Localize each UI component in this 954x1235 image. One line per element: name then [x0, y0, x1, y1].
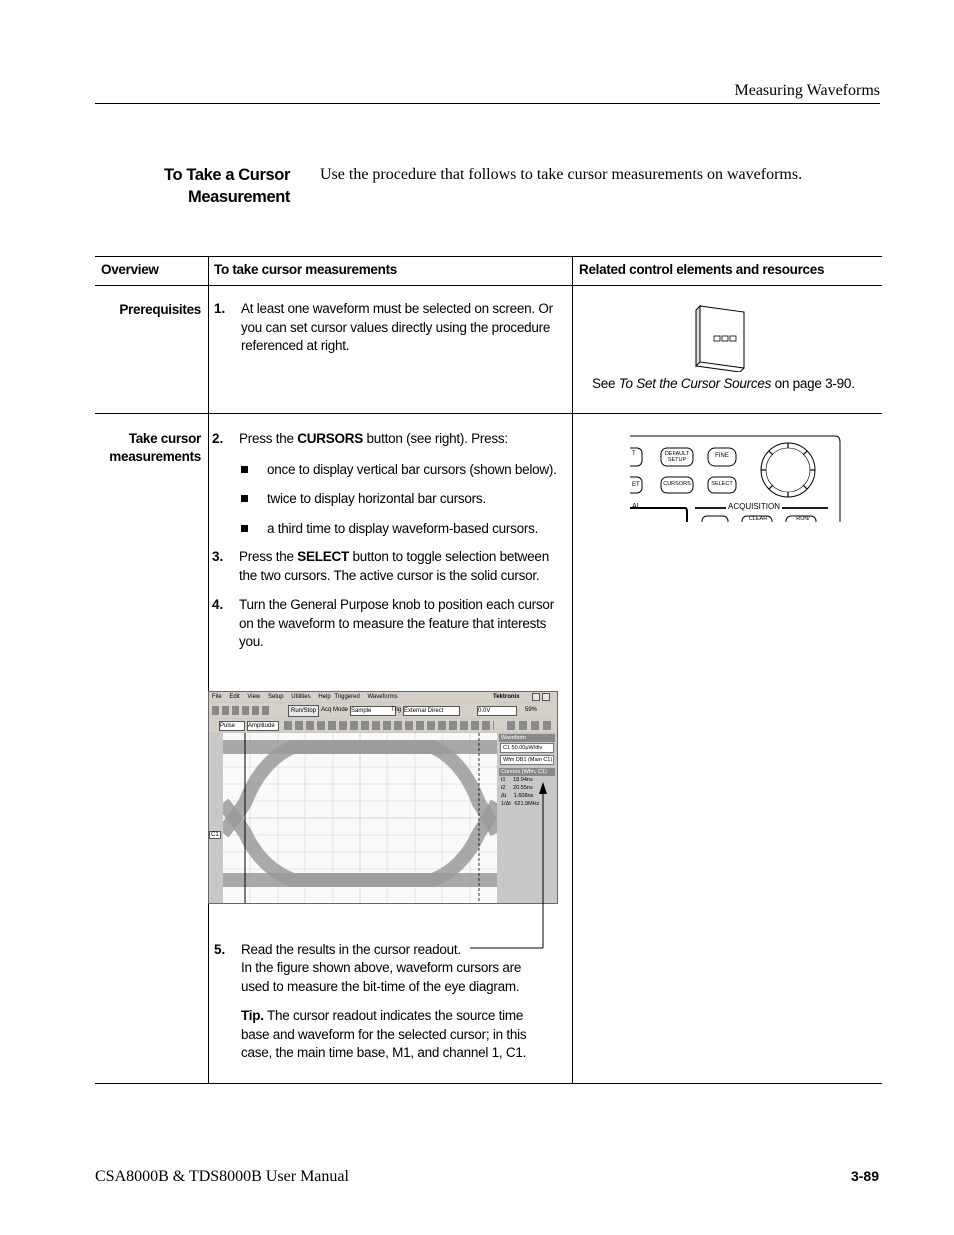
waveform-status: Waveforms	[367, 694, 398, 700]
table-bottom-rule	[95, 1083, 882, 1084]
readout-scale[interactable]: C1 50.00μW/div	[500, 743, 554, 753]
trigger-status: Triggered	[334, 694, 360, 700]
acquisition-label: ACQUISITION	[728, 502, 781, 511]
measurement-select[interactable]: Amplitude	[247, 721, 279, 731]
readout-delta-t: 1.608ns	[513, 793, 534, 799]
brand-label: Tektronix	[493, 694, 520, 700]
acq-mode-select[interactable]: Sample	[350, 706, 396, 716]
step-text: Press the CURSORS button (see right). Press:	[239, 431, 508, 446]
bullet-text: once to display vertical bar cursors (shown below).	[267, 462, 557, 477]
general-purpose-knob-icon[interactable]	[761, 443, 815, 497]
table-top-rule	[95, 256, 882, 257]
manual-book-icon	[694, 302, 752, 372]
menu-utilities[interactable]: Utilities	[291, 694, 311, 700]
col-header-resources: Related control elements and resources	[579, 262, 825, 277]
tip-text: Tip. The cursor readout indicates the source time base and waveform for the selected cursor; in this case, the main time base, M1, and channel 1, C1.	[241, 1008, 527, 1060]
header-rule	[95, 103, 880, 104]
step-number: 3.	[212, 549, 224, 564]
acq-mode-label: Acq Mode	[321, 707, 349, 713]
bullet	[241, 466, 248, 473]
step-number: 1.	[214, 301, 226, 316]
running-header: Measuring Waveforms	[734, 82, 880, 99]
readout-t1: 18.94ns	[513, 777, 533, 783]
footer-manual-title: CSA8000B & TDS8000B User Manual	[95, 1168, 349, 1185]
channel-marker: C1	[211, 832, 219, 838]
bullet	[241, 525, 248, 532]
row-label-take-cursor: Take cursor measurements	[109, 431, 201, 464]
section-title: To Take a Cursor Measurement	[164, 166, 290, 206]
window-controls	[531, 693, 555, 700]
step-text-detail: In the figure shown above, waveform cursors are used to measure the bit-time of the eye diagram.	[241, 960, 522, 994]
step-number: 4.	[212, 597, 224, 612]
bullet	[241, 495, 248, 502]
toolbar-icons[interactable]	[212, 706, 272, 715]
readout-panel: Waveform C1 50.00μW/div Wfm DB1 (Main C1) Cursors (Wfm, C1) t1 18.94ns t2 20.55ns Δt 1.608ns 1/Δt 621.9MHz	[499, 733, 555, 901]
measurement-icons[interactable]	[284, 721, 494, 730]
row-label-prerequisites: Prerequisites	[119, 302, 201, 317]
zoom-readout: 59%	[525, 707, 538, 713]
page-number: 3-89	[850, 1168, 879, 1184]
menu-view[interactable]: View	[247, 694, 261, 700]
toolbar-measure	[209, 719, 557, 732]
step-number: 5.	[214, 942, 226, 957]
measurement-class-select[interactable]: Pulse	[219, 721, 245, 731]
col-header-overview: Overview	[101, 262, 159, 277]
table-header-rule	[95, 285, 882, 286]
readout-source[interactable]: Wfm DB1 (Main C1)	[500, 755, 554, 765]
control-panel-icons[interactable]	[507, 721, 553, 730]
step-text: Press the SELECT button to toggle selection between the two cursors. The active cursor is the solid cursor.	[239, 549, 549, 583]
col-header-procedure: To take cursor measurements	[214, 262, 397, 277]
cross-reference: See To Set the Cursor Sources on page 3-90.	[592, 376, 855, 391]
minimize-icon[interactable]	[532, 693, 540, 701]
bullet-text: twice to display horizontal bar cursors.	[267, 491, 486, 506]
maximize-icon[interactable]	[542, 693, 550, 701]
trigger-level-input[interactable]: 0.0V	[477, 706, 517, 716]
step-text: Turn the General Purpose knob to position each cursor on the waveform to measure the feature that interests you.	[239, 597, 554, 649]
bullet-text: a third time to display waveform-based cursors.	[267, 521, 539, 536]
waveform-display[interactable]	[223, 733, 497, 903]
menu-setup[interactable]: Setup	[267, 694, 284, 700]
readout-frequency: 621.9MHz	[514, 801, 540, 807]
table-row-rule	[95, 413, 882, 414]
menu-help[interactable]: Help	[318, 694, 331, 700]
table-col-divider-2	[572, 256, 573, 1084]
toolbar-main	[209, 703, 557, 718]
step-number: 2.	[212, 431, 224, 446]
menu-edit[interactable]: Edit	[229, 694, 240, 700]
callout-arrow	[465, 782, 555, 952]
readout-waveform-header: Waveform	[499, 734, 555, 742]
step-text: Read the results in the cursor readout.	[241, 942, 461, 957]
section-intro: Use the procedure that follows to take cursor measurements on waveforms.	[320, 166, 803, 183]
trig-label: Trig	[391, 707, 402, 713]
step-text: At least one waveform must be selected on screen. Or you can set cursor values directly using the procedure referenced at right.	[241, 301, 553, 353]
readout-t2: 20.55ns	[513, 785, 533, 791]
menu-file[interactable]: File	[212, 694, 222, 700]
menu-bar	[209, 692, 557, 702]
readout-cursors-header: Cursors (Wfm, C1)	[499, 768, 555, 776]
table-col-divider-1	[208, 256, 209, 1084]
run-stop-button[interactable]: Run/Stop	[288, 705, 319, 717]
trig-source-select[interactable]: External Direct	[403, 706, 460, 716]
